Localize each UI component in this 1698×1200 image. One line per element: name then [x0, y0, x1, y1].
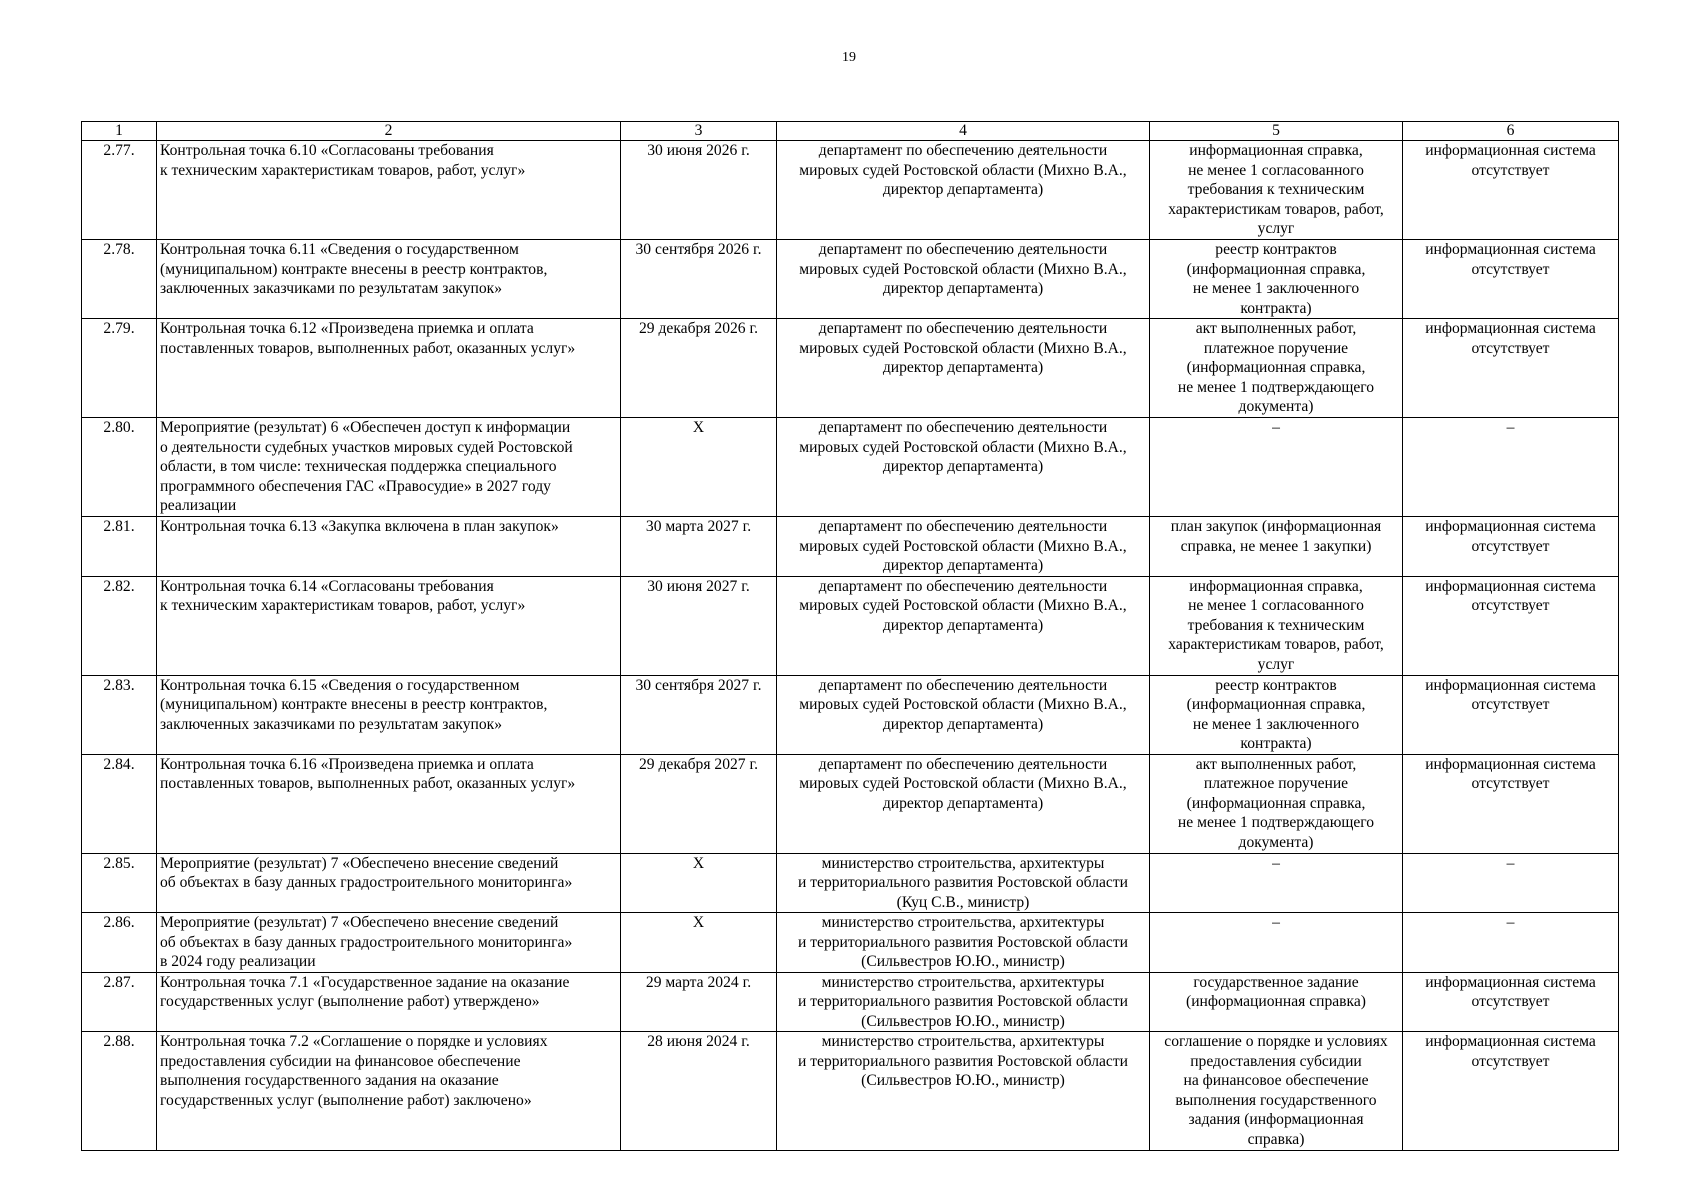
due-date: 29 декабря 2026 г. [621, 319, 777, 418]
responsible-executor-line: министерство строительства, архитектуры [821, 854, 1105, 872]
responsible-executor-line: мировых судей Ростовской области (Михно В.А., [799, 597, 1127, 614]
responsible-executor [777, 913, 1150, 973]
row-number: 2.84. [82, 754, 157, 853]
responsible-executor-line: мировых судей Ростовской области (Михно В.А., [799, 775, 1127, 792]
item-name-line: реализации [160, 497, 237, 514]
item-name-line: (муниципальном) контракте внесены в реестр контрактов, [160, 260, 548, 278]
responsible-executor [777, 972, 1150, 1032]
item-name [157, 141, 621, 240]
responsible-executor-line: (Сильвестров Ю.Ю., министр) [861, 1072, 1065, 1089]
responsible-executor-line: и территориального развития Ростовской области [797, 1052, 1129, 1070]
responsible-executor-line: мировых судей Ростовской области (Михно В.А., [799, 339, 1127, 357]
responsible-executor-line: директор департамента) [882, 794, 1044, 812]
confirming-document-line: не менее 1 подтверждающего [1177, 378, 1375, 396]
responsible-executor-line: министерство строительства, архитектуры [821, 914, 1105, 931]
due-date: 30 июня 2026 г. [621, 141, 777, 240]
column-number: 6 [1403, 122, 1619, 141]
confirming-document [1150, 576, 1403, 675]
responsible-executor-line: и территориального развития Ростовской области [797, 874, 1129, 891]
table-row [82, 576, 1619, 675]
information-system-line: отсутствует [1471, 537, 1550, 555]
item-name-line: Контрольная точка 6.15 «Сведения о государственном [160, 676, 520, 694]
table-row [82, 913, 1619, 973]
information-system [1403, 240, 1619, 319]
responsible-executor-line: департамент по обеспечению деятельности [818, 142, 1108, 159]
responsible-executor-line: (Сильвестров Ю.Ю., министр) [861, 953, 1065, 970]
control-points-table [81, 121, 1619, 1151]
due-date: X [621, 913, 777, 973]
item-name-line: поставленных товаров, выполненных работ, оказанных услуг» [160, 775, 576, 792]
information-system-line: информационная система [1425, 973, 1596, 991]
row-number: 2.77. [82, 141, 157, 240]
item-name-line: Контрольная точка 6.10 «Согласованы требования [160, 142, 494, 159]
responsible-executor-line: и территориального развития Ростовской области [797, 933, 1129, 951]
item-name-line: о деятельности судебных участков мировых судей Ростовской [160, 438, 573, 456]
responsible-executor [777, 675, 1150, 754]
item-name-line: поставленных товаров, выполненных работ, оказанных услуг» [160, 339, 576, 357]
table-row [82, 1032, 1619, 1151]
confirming-document [1150, 913, 1403, 973]
confirming-document-line: предоставления субсидии [1190, 1052, 1362, 1070]
item-name-line: Мероприятие (результат) 6 «Обеспечен доступ к информации [160, 419, 571, 436]
confirming-document-line: справка, не менее 1 закупки) [1180, 537, 1372, 555]
due-date: 28 июня 2024 г. [621, 1032, 777, 1151]
confirming-document-line: контракта) [1240, 735, 1312, 752]
responsible-executor [777, 576, 1150, 675]
information-system-line: – [1506, 854, 1515, 872]
responsible-executor-line: (Сильвестров Ю.Ю., министр) [861, 1012, 1065, 1030]
item-name-line: заключенных заказчиками по результатам закупок» [160, 715, 503, 733]
row-number: 2.82. [82, 576, 157, 675]
information-system [1403, 319, 1619, 418]
row-number: 2.81. [82, 517, 157, 577]
item-name [157, 240, 621, 319]
confirming-document-line: не менее 1 заключенного [1192, 715, 1360, 733]
information-system [1403, 675, 1619, 754]
responsible-executor-line: директор департамента) [882, 616, 1044, 634]
responsible-executor-line: директор департамента) [882, 458, 1044, 475]
confirming-document-line: (информационная справка) [1186, 993, 1366, 1010]
item-name [157, 576, 621, 675]
table-row [82, 418, 1619, 517]
information-system-line: информационная система [1425, 577, 1596, 595]
information-system [1403, 754, 1619, 853]
responsible-executor-line: министерство строительства, архитектуры [821, 1033, 1105, 1050]
confirming-document-line: задания (информационная [1188, 1111, 1364, 1128]
confirming-document [1150, 853, 1403, 913]
information-system-line: информационная система [1425, 755, 1596, 773]
responsible-executor [777, 240, 1150, 319]
item-name [157, 517, 621, 577]
item-name-line: предоставления субсидии на финансовое обеспечение [160, 1052, 521, 1070]
row-number: 2.87. [82, 972, 157, 1032]
information-system-line: информационная система [1425, 320, 1596, 337]
confirming-document [1150, 319, 1403, 418]
information-system-line: информационная система [1425, 676, 1596, 694]
confirming-document-line: документа) [1238, 833, 1314, 851]
item-name-line: программного обеспечения ГАС «Правосудие» в 2027 году [160, 477, 551, 495]
responsible-executor-line: департамент по обеспечению деятельности [818, 320, 1108, 337]
responsible-executor-line: департамент по обеспечению деятельности [818, 755, 1108, 773]
item-name-line: заключенных заказчиками по результатам закупок» [160, 280, 503, 297]
information-system [1403, 141, 1619, 240]
item-name-line: в 2024 году реализации [160, 953, 316, 970]
item-name-line: выполнения государственного задания на оказание [160, 1072, 499, 1089]
item-name [157, 418, 621, 517]
item-name-line: государственных услуг (выполнение работ) заключено» [160, 1091, 532, 1109]
responsible-executor-line: мировых судей Ростовской области (Михно В.А., [799, 260, 1127, 278]
responsible-executor-line: мировых судей Ростовской области (Михно В.А., [799, 696, 1127, 713]
table-row [82, 675, 1619, 754]
table-row [82, 853, 1619, 913]
item-name-line: Контрольная точка 7.2 «Соглашение о порядке и условиях [160, 1033, 548, 1050]
column-number: 1 [82, 122, 157, 141]
information-system-line: информационная система [1425, 241, 1596, 258]
information-system-line: – [1506, 914, 1515, 931]
due-date: X [621, 853, 777, 913]
column-number: 3 [621, 122, 777, 141]
due-date: 30 сентября 2027 г. [621, 675, 777, 754]
item-name [157, 972, 621, 1032]
responsible-executor [777, 754, 1150, 853]
confirming-document [1150, 972, 1403, 1032]
information-system [1403, 517, 1619, 577]
confirming-document-line: (информационная справка, [1186, 359, 1366, 376]
confirming-document-line: требования к техническим [1187, 616, 1365, 634]
information-system [1403, 913, 1619, 973]
confirming-document-line: не менее 1 заключенного [1192, 280, 1360, 297]
responsible-executor-line: департамент по обеспечению деятельности [818, 676, 1108, 694]
information-system [1403, 972, 1619, 1032]
confirming-document-line: государственное задание [1193, 973, 1359, 991]
confirming-document-line: информационная справка, [1189, 142, 1363, 159]
confirming-document-line: план закупок (информационная [1170, 518, 1382, 535]
confirming-document [1150, 675, 1403, 754]
information-system-line: информационная система [1425, 1033, 1596, 1050]
responsible-executor [777, 319, 1150, 418]
item-name-line: Контрольная точка 6.12 «Произведена приемка и оплата [160, 320, 534, 337]
column-number: 5 [1150, 122, 1403, 141]
confirming-document-line: соглашение о порядке и условиях [1164, 1033, 1388, 1050]
confirming-document-line: платежное поручение [1203, 339, 1349, 357]
confirming-document-line: характеристикам товаров, работ, [1168, 636, 1384, 653]
item-name-line: об объектах в базу данных градостроительного мониторинга» [160, 933, 573, 951]
due-date: 29 декабря 2027 г. [621, 754, 777, 853]
item-name-line: Контрольная точка 6.13 «Закупка включена в план закупок» [160, 518, 559, 535]
item-name [157, 1032, 621, 1151]
row-number: 2.80. [82, 418, 157, 517]
confirming-document-line: не менее 1 согласованного [1188, 597, 1364, 614]
table-row [82, 972, 1619, 1032]
information-system-line: отсутствует [1471, 597, 1550, 614]
information-system-line: – [1506, 419, 1515, 436]
responsible-executor-line: директор департамента) [882, 557, 1044, 574]
responsible-executor-line: директор департамента) [882, 181, 1044, 198]
information-system-line: информационная система [1425, 518, 1596, 535]
responsible-executor [777, 1032, 1150, 1151]
confirming-document-line: справка) [1247, 1130, 1305, 1148]
item-name [157, 754, 621, 853]
responsible-executor-line: мировых судей Ростовской области (Михно В.А., [799, 161, 1127, 179]
item-name-line: области, в том числе: техническая поддержка специального [160, 458, 557, 475]
confirming-document [1150, 240, 1403, 319]
confirming-document-line: на финансовое обеспечение [1183, 1072, 1369, 1089]
item-name-line: об объектах в базу данных градостроительного мониторинга» [160, 874, 573, 891]
responsible-executor-line: мировых судей Ростовской области (Михно В.А., [799, 537, 1127, 555]
confirming-document [1150, 517, 1403, 577]
responsible-executor [777, 517, 1150, 577]
information-system-line: отсутствует [1471, 993, 1550, 1010]
table-row [82, 240, 1619, 319]
responsible-executor-line: директор департамента) [882, 715, 1044, 733]
column-number: 2 [157, 122, 621, 141]
row-number: 2.85. [82, 853, 157, 913]
confirming-document-line: контракта) [1240, 299, 1312, 317]
item-name [157, 319, 621, 418]
item-name-line: к техническим характеристикам товаров, работ, услуг» [160, 597, 526, 614]
item-name-line: государственных услуг (выполнение работ) утверждено» [160, 993, 540, 1010]
row-number: 2.86. [82, 913, 157, 973]
item-name [157, 913, 621, 973]
confirming-document-line: реестр контрактов [1215, 241, 1337, 258]
item-name-line: Контрольная точка 6.11 «Сведения о государственном [160, 241, 519, 258]
confirming-document-line: выполнения государственного [1175, 1091, 1377, 1109]
due-date: X [621, 418, 777, 517]
confirming-document-line: не менее 1 подтверждающего [1177, 814, 1375, 831]
responsible-executor-line: и территориального развития Ростовской области [797, 993, 1129, 1010]
responsible-executor-line: директор департамента) [882, 280, 1044, 297]
table-row [82, 517, 1619, 577]
confirming-document-line: акт выполненных работ, [1195, 320, 1357, 337]
confirming-document-line: не менее 1 согласованного [1188, 161, 1364, 179]
confirming-document-line: услуг [1257, 655, 1295, 673]
table-row [82, 754, 1619, 853]
confirming-document-line: (информационная справка, [1186, 696, 1366, 713]
information-system-line: отсутствует [1471, 339, 1550, 357]
item-name-line: к техническим характеристикам товаров, работ, услуг» [160, 161, 526, 179]
confirming-document [1150, 418, 1403, 517]
confirming-document-line: акт выполненных работ, [1195, 755, 1357, 773]
confirming-document-line: (информационная справка, [1186, 794, 1366, 812]
responsible-executor-line: департамент по обеспечению деятельности [818, 577, 1108, 595]
responsible-executor-line: мировых судей Ростовской области (Михно В.А., [799, 438, 1127, 456]
column-number: 4 [777, 122, 1150, 141]
information-system [1403, 1032, 1619, 1151]
responsible-executor-line: директор департамента) [882, 359, 1044, 376]
information-system [1403, 576, 1619, 675]
information-system-line: отсутствует [1471, 1052, 1550, 1070]
confirming-document-line: платежное поручение [1203, 775, 1349, 792]
confirming-document-line: информационная справка, [1189, 577, 1363, 595]
confirming-document [1150, 1032, 1403, 1151]
responsible-executor-line: министерство строительства, архитектуры [821, 973, 1105, 991]
responsible-executor-line: (Куц С.В., министр) [896, 893, 1030, 911]
information-system-line: отсутствует [1471, 260, 1550, 278]
confirming-document-line: – [1272, 854, 1280, 872]
confirming-document-line: услуг [1257, 220, 1295, 237]
confirming-document-line: документа) [1238, 398, 1314, 415]
item-name [157, 853, 621, 913]
information-system-line: отсутствует [1471, 161, 1550, 179]
column-number-row [82, 122, 1619, 141]
item-name-line: (муниципальном) контракте внесены в реестр контрактов, [160, 696, 548, 713]
row-number: 2.88. [82, 1032, 157, 1151]
item-name-line: Мероприятие (результат) 7 «Обеспечено внесение сведений [160, 914, 559, 931]
information-system [1403, 418, 1619, 517]
confirming-document-line: – [1272, 419, 1280, 436]
item-name [157, 675, 621, 754]
information-system-line: отсутствует [1471, 696, 1550, 713]
responsible-executor [777, 418, 1150, 517]
confirming-document-line: реестр контрактов [1215, 676, 1337, 694]
confirming-document-line: – [1272, 914, 1280, 931]
due-date: 29 марта 2024 г. [621, 972, 777, 1032]
item-name-line: Контрольная точка 7.1 «Государственное задание на оказание [160, 973, 570, 991]
confirming-document-line: требования к техническим [1187, 181, 1365, 198]
due-date: 30 июня 2027 г. [621, 576, 777, 675]
responsible-executor-line: департамент по обеспечению деятельности [818, 518, 1108, 535]
responsible-executor [777, 141, 1150, 240]
item-name-line: Мероприятие (результат) 7 «Обеспечено внесение сведений [160, 854, 559, 872]
responsible-executor [777, 853, 1150, 913]
information-system-line: информационная система [1425, 142, 1596, 159]
confirming-document [1150, 754, 1403, 853]
table-row [82, 141, 1619, 240]
confirming-document-line: (информационная справка, [1186, 260, 1366, 278]
due-date: 30 марта 2027 г. [621, 517, 777, 577]
item-name-line: Контрольная точка 6.16 «Произведена приемка и оплата [160, 755, 534, 773]
confirming-document [1150, 141, 1403, 240]
responsible-executor-line: департамент по обеспечению деятельности [818, 419, 1108, 436]
row-number: 2.83. [82, 675, 157, 754]
responsible-executor-line: департамент по обеспечению деятельности [818, 241, 1108, 258]
information-system-line: отсутствует [1471, 775, 1550, 792]
page-number: 19 [842, 50, 856, 65]
item-name-line: Контрольная точка 6.14 «Согласованы требования [160, 577, 494, 595]
row-number: 2.79. [82, 319, 157, 418]
row-number: 2.78. [82, 240, 157, 319]
information-system [1403, 853, 1619, 913]
table-body [82, 141, 1619, 1151]
due-date: 30 сентября 2026 г. [621, 240, 777, 319]
confirming-document-line: характеристикам товаров, работ, [1168, 200, 1384, 218]
table-row [82, 319, 1619, 418]
